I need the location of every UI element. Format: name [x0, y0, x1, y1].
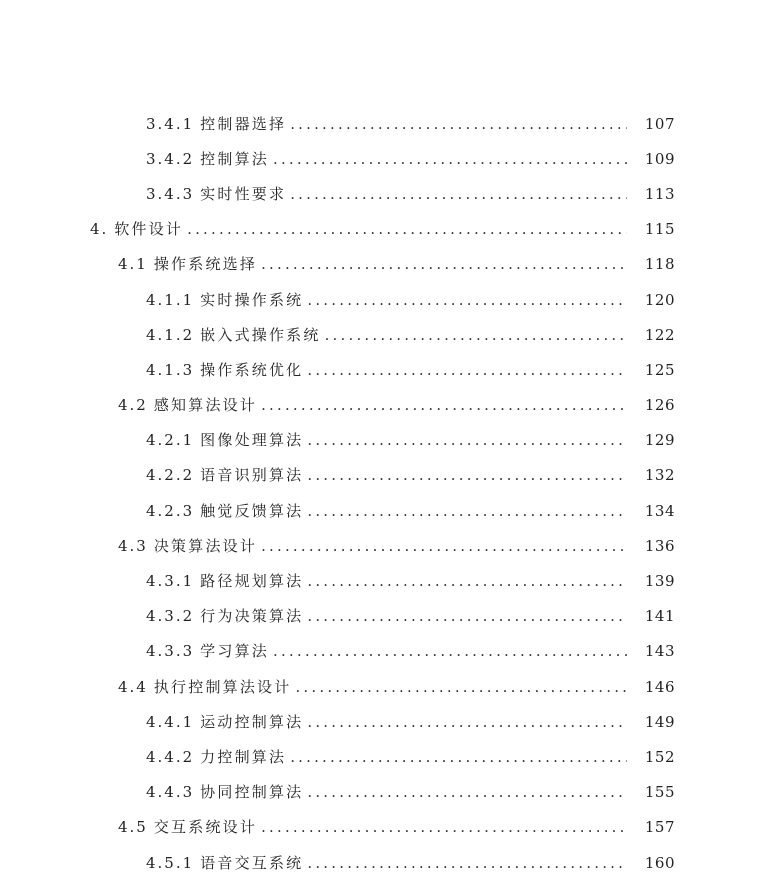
toc-entry-page-number: 152 [644, 747, 675, 766]
toc-entry-number: 3.4.3 [146, 184, 195, 203]
toc-entry-page-number: 113 [644, 184, 675, 203]
dot-leader [290, 115, 627, 133]
dot-leader [261, 255, 627, 273]
toc-entry-page-number: 132 [644, 466, 675, 485]
toc-entry[interactable] [0, 317, 765, 352]
toc-entry-number: 4.4.1 [146, 712, 195, 731]
toc-entry-page-number: 115 [644, 220, 675, 239]
toc-entry-number: 4.1.3 [146, 360, 195, 379]
toc-entry-page-number: 136 [644, 536, 675, 555]
toc-entry-page-number: 126 [644, 396, 675, 415]
toc-entry-number: 4.2 [118, 396, 148, 415]
toc-entry[interactable] [0, 528, 765, 563]
toc-entry[interactable] [0, 775, 765, 810]
toc-entry-number: 4.1 [118, 255, 148, 274]
toc-entry-number: 4.2.2 [146, 466, 195, 485]
toc-entry[interactable] [0, 739, 765, 774]
toc-entry-number: 4. [90, 220, 109, 239]
toc-entry-number: 4.1.1 [146, 290, 195, 309]
toc-entry-title: 软件设计 [114, 220, 184, 239]
toc-entry[interactable] [0, 388, 765, 423]
toc-entry-title: 控制算法 [200, 149, 269, 168]
toc-entry-title: 操作系统选择 [153, 255, 258, 274]
dot-leader [307, 607, 627, 625]
toc-entry-title: 行为决策算法 [200, 607, 304, 626]
toc-entry-number: 4.3.2 [146, 607, 195, 626]
dot-leader [261, 537, 627, 555]
toc-entry-title: 实时性要求 [200, 184, 287, 203]
dot-leader [273, 150, 627, 168]
toc-entry-title: 语音交互系统 [200, 853, 304, 872]
toc-entry-number: 4.4 [118, 677, 148, 696]
toc-entry-page-number: 120 [644, 290, 675, 309]
toc-entry-number: 4.3 [118, 536, 148, 555]
dot-leader [273, 642, 627, 660]
toc-entry-page-number: 146 [644, 677, 675, 696]
toc-entry-number: 4.4.3 [146, 783, 195, 802]
toc-entry[interactable] [0, 352, 765, 387]
toc-entry[interactable] [0, 212, 765, 247]
toc-entry[interactable] [0, 458, 765, 493]
toc-entry[interactable] [0, 669, 765, 704]
dot-leader [290, 185, 627, 203]
toc-entry[interactable] [0, 563, 765, 598]
dot-leader [307, 431, 627, 449]
toc-entry-title: 协同控制算法 [200, 783, 304, 802]
toc-entry-title: 感知算法设计 [153, 396, 258, 415]
dot-leader [307, 291, 627, 309]
toc-entry[interactable] [0, 176, 765, 211]
toc-entry[interactable] [0, 106, 765, 141]
dot-leader [325, 326, 627, 344]
toc-entry-page-number: 118 [644, 255, 675, 274]
dot-leader [307, 783, 627, 801]
toc-entry-title: 交互系统设计 [153, 818, 258, 837]
toc-entry-title: 力控制算法 [200, 747, 287, 766]
dot-leader [261, 818, 627, 836]
toc-entry-title: 学习算法 [200, 642, 269, 661]
toc-entry-number: 4.3.3 [146, 642, 195, 661]
toc-entry-page-number: 129 [644, 431, 675, 450]
toc-entry-page-number: 155 [644, 783, 675, 802]
toc-entry[interactable] [0, 810, 765, 845]
dot-leader [290, 748, 627, 766]
toc-entry-number: 4.4.2 [146, 747, 195, 766]
dot-leader [295, 678, 627, 696]
toc-entry-page-number: 134 [644, 501, 675, 520]
dot-leader [187, 220, 627, 238]
toc-entry-title: 执行控制算法设计 [153, 677, 292, 696]
toc-entry-title: 嵌入式操作系统 [200, 325, 321, 344]
toc-entry[interactable] [0, 493, 765, 528]
dot-leader [261, 396, 627, 414]
toc-entry-title: 触觉反馈算法 [200, 501, 304, 520]
toc-entry-title: 操作系统优化 [200, 360, 304, 379]
toc-entry-title: 图像处理算法 [200, 431, 304, 450]
toc-entry-number: 4.3.1 [146, 572, 195, 591]
dot-leader [307, 572, 627, 590]
toc-entry-number: 4.1.2 [146, 325, 195, 344]
table-of-contents [0, 106, 765, 880]
toc-entry[interactable] [0, 634, 765, 669]
toc-entry-title: 运动控制算法 [200, 712, 304, 731]
dot-leader [307, 713, 627, 731]
toc-entry-page-number: 149 [644, 712, 675, 731]
toc-entry[interactable] [0, 282, 765, 317]
toc-entry-page-number: 125 [644, 360, 675, 379]
toc-entry-title: 控制器选择 [200, 114, 287, 133]
toc-entry-title: 实时操作系统 [200, 290, 304, 309]
toc-entry-page-number: 107 [644, 114, 675, 133]
dot-leader [307, 502, 627, 520]
toc-entry-page-number: 160 [644, 853, 675, 872]
toc-entry-page-number: 109 [644, 149, 675, 168]
toc-entry-number: 3.4.1 [146, 114, 195, 133]
toc-entry-number: 3.4.2 [146, 149, 195, 168]
toc-entry-number: 4.2.1 [146, 431, 195, 450]
toc-entry-title: 决策算法设计 [153, 536, 258, 555]
toc-entry-number: 4.5.1 [146, 853, 195, 872]
toc-entry[interactable] [0, 141, 765, 176]
dot-leader [307, 361, 627, 379]
toc-entry-page-number: 139 [644, 572, 675, 591]
toc-entry-number: 4.2.3 [146, 501, 195, 520]
toc-entry[interactable] [0, 704, 765, 739]
toc-entry[interactable] [0, 247, 765, 282]
toc-entry-number: 4.5 [118, 818, 148, 837]
toc-entry-page-number: 122 [644, 325, 675, 344]
toc-entry-page-number: 141 [644, 607, 675, 626]
toc-entry-title: 路径规划算法 [200, 572, 304, 591]
toc-entry[interactable] [0, 423, 765, 458]
toc-entry-page-number: 143 [644, 642, 675, 661]
toc-entry[interactable] [0, 845, 765, 880]
toc-entry-title: 语音识别算法 [200, 466, 304, 485]
dot-leader [307, 854, 627, 872]
dot-leader [307, 466, 627, 484]
toc-entry[interactable] [0, 599, 765, 634]
toc-entry-page-number: 157 [644, 818, 675, 837]
